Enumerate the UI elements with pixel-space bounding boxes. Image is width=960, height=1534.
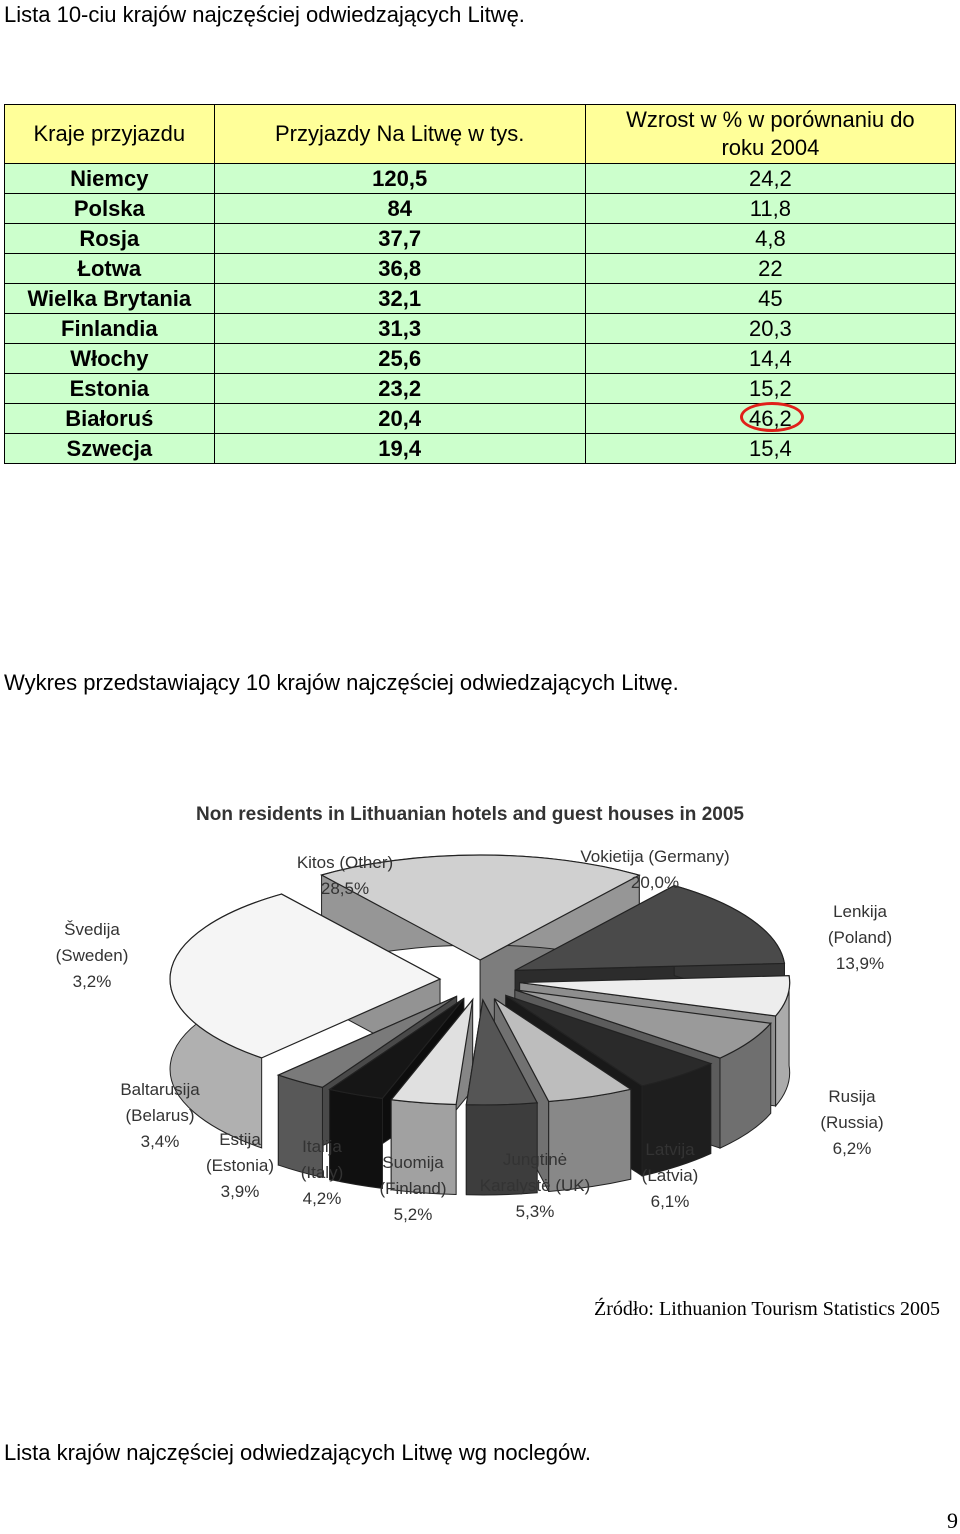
slice-label: Karalystė (UK) <box>479 1176 591 1195</box>
table-row <box>5 254 956 284</box>
slice-label: Latvija <box>645 1140 695 1159</box>
table-row <box>5 284 956 314</box>
table-row <box>5 194 956 224</box>
table-row <box>5 344 956 374</box>
cell-growth <box>585 404 955 434</box>
slice-label: Suomija <box>382 1153 444 1172</box>
circled-value <box>749 406 792 432</box>
cell-arrivals: 19,4 <box>214 434 585 464</box>
cell-arrivals: 20,4 <box>214 404 585 434</box>
table-row <box>5 164 956 194</box>
slice-label: 6,1% <box>650 1192 690 1211</box>
cell-country: Niemcy <box>5 164 215 194</box>
cell-country: Estonia <box>5 374 215 404</box>
cell-growth: 15,2 <box>585 374 955 404</box>
slice-label: 28,5% <box>320 879 370 898</box>
slice-label: (Finland) <box>379 1179 447 1198</box>
header-growth-line2: roku 2004 <box>721 135 820 160</box>
slice-label: (Poland) <box>827 928 893 947</box>
top-heading: Lista 10-ciu krajów najczęściej odwiedzających Litwę. <box>4 2 525 27</box>
header-growth-line1: Wzrost w % w porównaniu do <box>626 107 915 132</box>
cell-arrivals: 25,6 <box>214 344 585 374</box>
cell-arrivals: 36,8 <box>214 254 585 284</box>
cell-arrivals: 31,3 <box>214 314 585 344</box>
cell-country: Finlandia <box>5 314 215 344</box>
slice-label: Kitos (Other) <box>296 853 394 872</box>
cell-growth: 15,4 <box>585 434 955 464</box>
slice-label: Estija <box>219 1130 261 1149</box>
cell-growth: 11,8 <box>585 194 955 224</box>
cell-country: Polska <box>5 194 215 224</box>
table-row <box>5 314 956 344</box>
table-row <box>5 434 956 464</box>
slice-label: 5,2% <box>393 1205 433 1224</box>
slice-label: 20,0% <box>630 873 680 892</box>
slice-label: (Estonia) <box>205 1156 275 1175</box>
slice-label: 13,9% <box>835 954 885 973</box>
slice-label: Lenkija <box>833 902 887 921</box>
cell-growth: 14,4 <box>585 344 955 374</box>
slice-label: (Sweden) <box>55 946 129 965</box>
slice-label: (Belarus) <box>125 1106 195 1125</box>
slice-label: 3,4% <box>140 1132 180 1151</box>
table-row <box>5 374 956 404</box>
cell-growth: 4,8 <box>585 224 955 254</box>
source-note: Źródło: Lithuanion Tourism Statistics 2005 <box>594 1298 940 1320</box>
cell-arrivals: 37,7 <box>214 224 585 254</box>
table-row <box>5 224 956 254</box>
cell-country: Włochy <box>5 344 215 374</box>
cell-country: Białoruś <box>5 404 215 434</box>
highlight-circle <box>740 402 804 432</box>
cell-growth: 22 <box>585 254 955 284</box>
slice-label: 5,3% <box>515 1202 555 1221</box>
cell-growth: 20,3 <box>585 314 955 344</box>
slice-label: (Italy) <box>300 1163 344 1182</box>
chart-heading: Wykres przedstawiający 10 krajów najczęściej odwiedzających Litwę. <box>4 670 679 695</box>
header-growth <box>585 105 955 164</box>
cell-country: Szwecja <box>5 434 215 464</box>
header-country: Kraje przyjazdu <box>5 105 215 164</box>
cell-country: Rosja <box>5 224 215 254</box>
cell-growth: 45 <box>585 284 955 314</box>
slice-label: Rusija <box>828 1087 876 1106</box>
slice-label: 4,2% <box>302 1189 342 1208</box>
cell-country: Łotwa <box>5 254 215 284</box>
slice-label: Švedija <box>64 920 120 939</box>
cell-arrivals: 84 <box>214 194 585 224</box>
cell-arrivals: 23,2 <box>214 374 585 404</box>
slice-label: Jungtinė <box>502 1150 568 1169</box>
page-number: 9 <box>947 1508 958 1533</box>
slice-label: (Russia) <box>820 1113 884 1132</box>
cell-arrivals: 120,5 <box>214 164 585 194</box>
table-row <box>5 404 956 434</box>
slice-label: Vokietija (Germany) <box>580 847 730 866</box>
header-arrivals: Przyjazdy Na Litwę w tys. <box>214 105 585 164</box>
slice-label: 3,2% <box>72 972 112 991</box>
pie-chart <box>40 790 920 1240</box>
slice-label: Baltarusija <box>120 1080 200 1099</box>
cell-growth: 24,2 <box>585 164 955 194</box>
bottom-heading: Lista krajów najczęściej odwiedzających Litwę wg noclegów. <box>4 1440 591 1465</box>
visitors-table <box>4 104 956 464</box>
slice-label: Italija <box>302 1137 342 1156</box>
slice-label: (Latvia) <box>641 1166 699 1185</box>
table-header-row <box>5 105 956 164</box>
cell-growth-text: 46,2 <box>748 405 792 431</box>
chart-title: Non residents in Lithuanian hotels and guest houses in 2005 <box>196 804 744 825</box>
slice-label: 6,2% <box>832 1139 872 1158</box>
slice-label: 3,9% <box>220 1182 260 1201</box>
cell-country: Wielka Brytania <box>5 284 215 314</box>
cell-arrivals: 32,1 <box>214 284 585 314</box>
